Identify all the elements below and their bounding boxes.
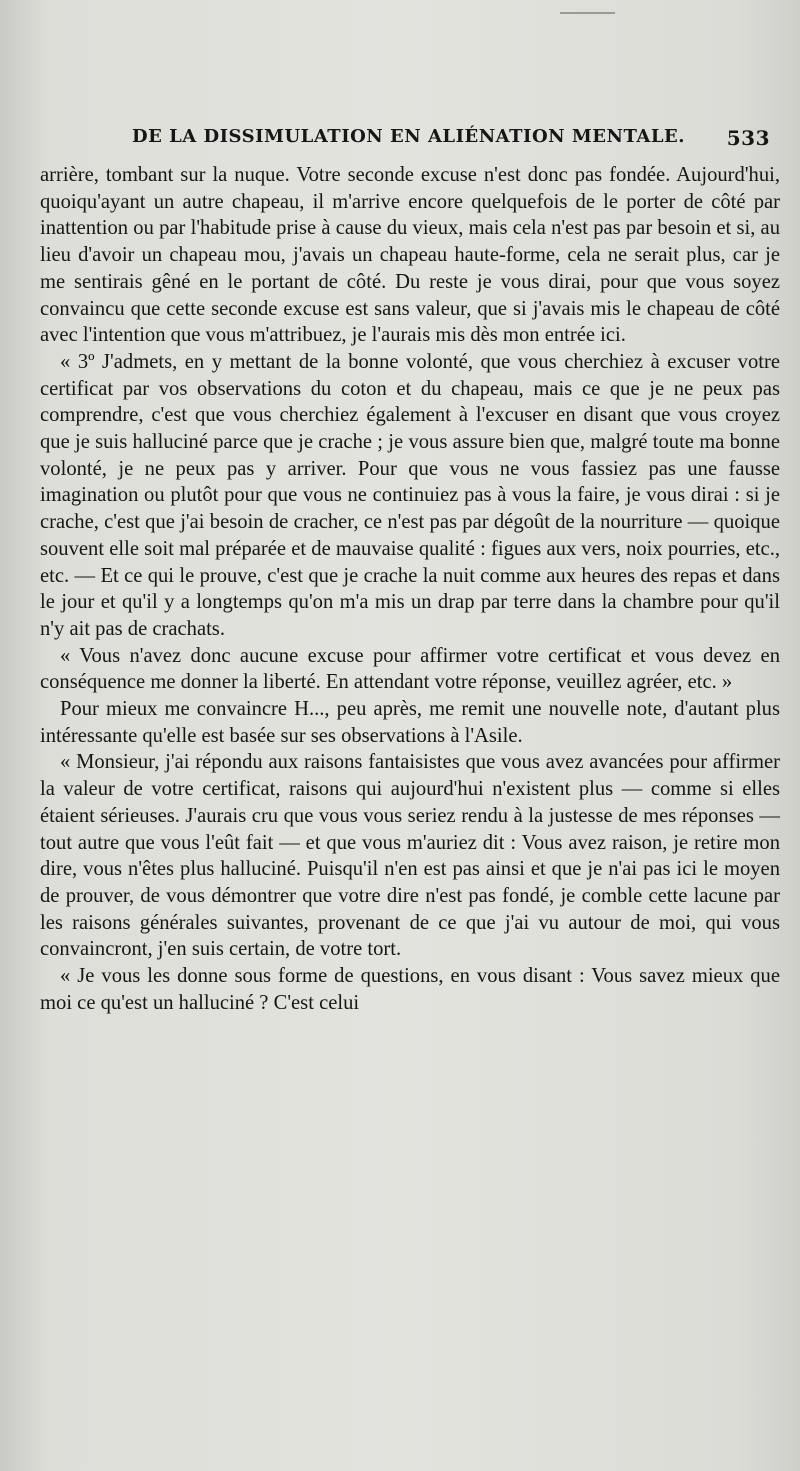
paragraph: « 3º J'admets, en y mettant de la bonne volonté, que vous cherchiez à excuser votre certificat par vos observations du coton et du chapeau, mais ce que je ne peux pas comprendre, c'est que vous cherchiez également à l'excuser en disant que vous croyez que je suis halluciné parce que je crache ; je vous assure bien que, malgré toute ma bonne volonté, je ne peux pas y arriver. Pour que vous ne vous fassiez pas une fausse imagination ou plutôt pour que vous ne continuiez pas à vous la faire, je vous dirai : si je crache, c'est que j'ai besoin de cracher, ce n'est pas par dégoût de la nourriture — quoique souvent elle soit mal préparée et de mauvaise qualité : figues aux vers, noix pourries, etc., etc. — Et ce qui le prouve, c'est que je crache la nuit comme aux heures des repas et dans le jour et qu'il y a longtemps qu'on m'a mis un drap par terre dans la chambre pour qu'il n'y ait pas de crachats.	[40, 350, 780, 640]
paragraph: « Monsieur, j'ai répondu aux raisons fantaisistes que vous avez avancées pour affirmer la valeur de votre certificat, raisons qui aujourd'hui n'existent plus — comme si elles étaient sérieuses. J'aurais cru que vous vous seriez rendu à la justesse de mes réponses — tout autre que vous l'eût fait — et que vous m'auriez dit : Vous avez raison, je retire mon dire, vous n'êtes plus halluciné. Puisqu'il n'en est pas ainsi et que je n'ai pas ici le moyen de prouver, de vous démontrer que votre dire n'est pas fondé, je comble cette lacune par les raisons générales suivantes, provenant de ce que j'ai vu autour de moi, qui vous convaincront, j'en suis certain, de votre tort.	[40, 751, 780, 961]
page-number: 533	[726, 126, 770, 150]
paragraph: « Vous n'avez donc aucune excuse pour affirmer votre certificat et vous devez en conséquence me donner la liberté. En attendant votre réponse, veuillez agréer, etc. »	[40, 644, 780, 694]
paragraph: Pour mieux me convaincre H..., peu après, me remit une nouvelle note, d'autant plus intéressante qu'elle est basée sur ses observations à l'Asile.	[40, 698, 780, 747]
body-text	[40, 162, 780, 1017]
top-rule	[560, 12, 615, 14]
page-header	[132, 126, 770, 152]
paragraph: arrière, tombant sur la nuque. Votre seconde excuse n'est donc pas fondée. Aujourd'hui, quoiqu'ayant un autre chapeau, il m'arrive encore quelquefois de le porter de côté par inattention ou par l'habitude prise à cause du vieux, mais cela n'est pas par besoin et si, au lieu d'avoir un chapeau mou, j'avais un chapeau haute-forme, cela ne serait plus, car je me sentirais gêné en le portant de côté. Du reste je vous dirai, pour que vous soyez convaincu que cette seconde excuse est sans valeur, que si j'avais mis le chapeau de côté avec l'intention que vous m'attribuez, je l'aurais mis dès mon entrée ici.	[40, 164, 780, 347]
paragraph: « Je vous les donne sous forme de questions, en vous disant : Vous savez mieux que moi ce qu'est un halluciné ? C'est celui	[40, 965, 780, 1014]
running-title: DE LA DISSIMULATION EN ALIÉNATION MENTALE.	[132, 126, 685, 147]
